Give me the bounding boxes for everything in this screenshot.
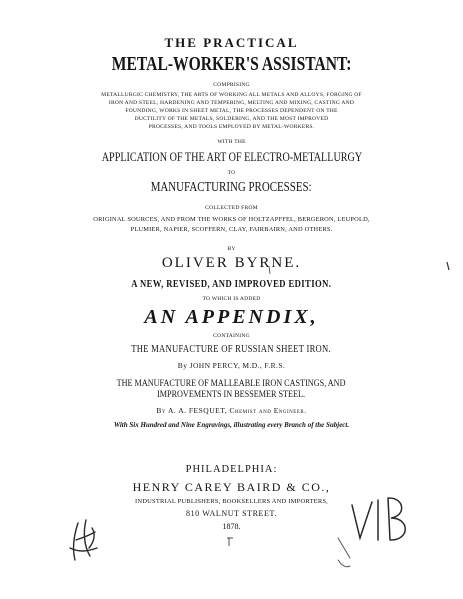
margin-tick-mark (447, 262, 449, 270)
publisher-desc: INDUSTRIAL PUBLISHERS, BOOKSELLERS AND IMPORTERS, (135, 498, 328, 505)
left-signature-scrawl (70, 520, 97, 560)
with-the-label: WITH THE (217, 139, 246, 145)
malleable-line-2-text: IMPROVEMENTS IN BESSEMER STEEL. (157, 390, 306, 400)
comprising-line: IRON AND STEEL, HARDENING AND TEMPERING, MELTING AND MIXING, CASTING AND (108, 100, 355, 106)
author: OLIVER BYRNE. (161, 255, 302, 271)
title-line-2-text: METAL-WORKER'S ASSISTANT: (111, 53, 352, 75)
manufacturing-line-text: MANUFACTURING PROCESSES: (151, 180, 312, 195)
right-handwritten-vib (352, 498, 405, 540)
lower-right-flourish (338, 538, 350, 567)
title-line-1: THE PRACTICAL (164, 35, 299, 50)
comprising-label: COMPRISING (213, 82, 250, 88)
collected-line-1: COLLECTED FROM (205, 205, 258, 211)
comprising-line: PROCESSES, AND TOOLS EMPLOYED BY METAL-WORKERS. (148, 124, 315, 130)
russian-sheet-text: THE MANUFACTURE OF RUSSIAN SHEET IRON. (131, 344, 332, 355)
year-stamp-mark (227, 538, 233, 546)
added-label: TO WHICH IS ADDED (202, 296, 261, 302)
comprising-line: METALLURGIC CHEMISTRY, THE ARTS OF WORKING ALL METALS AND ALLOYS, FORGING OF (101, 92, 362, 98)
author-tick-mark (269, 266, 270, 274)
by-label: BY (227, 246, 236, 252)
percy: By JOHN PERCY, M.D., F.R.S. (177, 361, 286, 370)
address: 810 WALNUT STREET. (185, 509, 278, 518)
malleable-line-1-text: THE MANUFACTURE OF MALLEABLE IRON CASTINGS, AND (117, 379, 346, 389)
appendix: AN APPENDIX, (144, 306, 319, 328)
year: 1878. (222, 522, 241, 531)
city: PHILADELPHIA: (185, 464, 278, 475)
fesquet: By A. A. FESQUET, Chemist and Engineer. (156, 406, 307, 415)
collected-line-2: ORIGINAL SOURCES, AND FROM THE WORKS OF HOLTZAPFFEL, BERGERON, LEUPOLD, (93, 216, 370, 223)
edition-text: A NEW, REVISED, AND IMPROVED EDITION. (131, 279, 332, 290)
engravings: With Six Hundred and Nine Engravings, illustrating every Branch of the Subject. (113, 421, 350, 429)
collected-line-3: PLUMIER, NAPIER, SCOFFERN, CLAY, FAIRBAIRN, AND OTHERS. (130, 226, 333, 233)
containing-label: CONTAINING (213, 333, 250, 339)
to-label: TO (227, 170, 236, 176)
publisher: HENRY CAREY BAIRD & CO., (132, 480, 331, 494)
application-line-text: APPLICATION OF THE ART OF ELECTRO-METALLURGY (101, 149, 362, 164)
comprising-line: FOUNDING, WORKS IN SHEET METAL, THE PROCESSES DEPENDENT ON THE (125, 108, 338, 114)
comprising-line: DUCTILITY OF THE METALS, SOLDERING, AND THE MOST IMPROVED (134, 116, 329, 122)
